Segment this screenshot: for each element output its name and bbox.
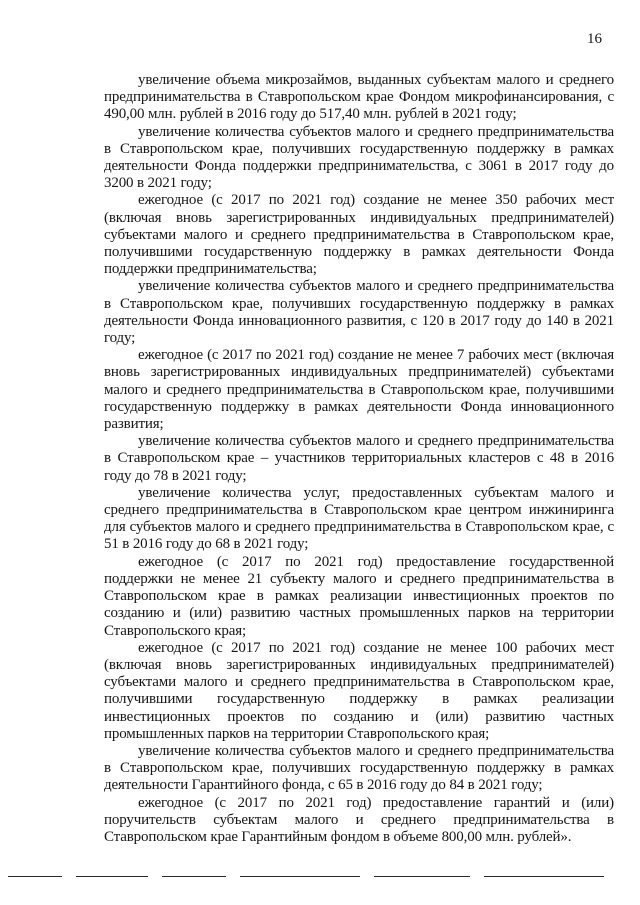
paragraph-innovation-fund-subjects: увеличение количества субъектов малого и среднего предпринимательства в Ставропольском крае, получивших государственную поддержку в рамках деятельности Фонда инновационного развития, с 120 в 2017 году до 140 в 2021 году;: [104, 278, 614, 347]
paragraph-industrial-parks-support: ежегодное (с 2017 по 2021 год) предоставление государственной поддержки не менее 21 субъекту малого и среднего предпринимательства в Ставропольском крае в рамках реализации инвестиционных проектов по созданию и (или) развитию частных промышленных парков на территории Ставропольского края;: [104, 553, 614, 639]
bottom-rule-segment: [8, 876, 62, 877]
paragraph-engineering-services: увеличение количества услуг, предоставленных субъектам малого и среднего предпринимательства в Ставропольском крае центром инжиниринга для субъектов малого и среднего предпринимательства в Ставропольском крае, с 51 в 2016 году до 68 в 2021 году;: [104, 484, 614, 553]
paragraph-microloans: увеличение объема микрозаймов, выданных субъектам малого и среднего предпринимательства в Ставропольском крае Фондом микрофинансирования, с 490,00 млн. рублей в 2016 году до 517,40 млн. рублей в 2021 году;: [104, 72, 614, 123]
bottom-rule-segment: [240, 876, 360, 877]
scan-bottom-edge: [0, 876, 640, 879]
bottom-rule-segment: [76, 876, 148, 877]
bottom-rule-segment: [484, 876, 604, 877]
document-body: [104, 72, 614, 846]
page-number: 16: [587, 31, 602, 47]
paragraph-support-fund-subjects: увеличение количества субъектов малого и среднего предпринимательства в Ставропольском крае, получивших государственную поддержку в рамках деятельности Фонда поддержки предпринимательства, с 3061 в 2017 году до 3200 в 2021 году;: [104, 123, 614, 192]
bottom-rule-segment: [374, 876, 470, 877]
paragraph-cluster-participants: увеличение количества субъектов малого и среднего предпринимательства в Ставропольском крае – участников территориальных кластеров с 48 в 2016 году до 78 в 2021 году;: [104, 433, 614, 484]
paragraph-support-fund-jobs: ежегодное (с 2017 по 2021 год) создание не менее 350 рабочих мест (включая вновь зарегистрированных индивидуальных предпринимателей) субъектами малого и среднего предпринимательства в Ставропольском крае, получившими государственную поддержку в рамках деятельности Фонда поддержки предпринимательства;: [104, 192, 614, 278]
bottom-rule-segment: [162, 876, 226, 877]
paragraph-industrial-parks-jobs: ежегодное (с 2017 по 2021 год) создание не менее 100 рабочих мест (включая вновь зарегистрированных индивидуальных предпринимателей) субъектами малого и среднего предпринимательства в Ставропольском крае, получившими государственную поддержку в рамках реализации инвестиционных проектов по созданию и (или) развитию частных промышленных парков на территории Ставропольского края;: [104, 639, 614, 742]
paragraph-guarantee-fund-subjects: увеличение количества субъектов малого и среднего предпринимательства в Ставропольском крае, получивших государственную поддержку в рамках деятельности Гарантийного фонда, с 65 в 2016 году до 84 в 2021 году;: [104, 742, 614, 794]
paragraph-guarantee-fund-volume: ежегодное (с 2017 по 2021 год) предоставление гарантий и (или) поручительств субъектам малого и среднего предпринимательства в Ставропольском крае Гарантийным фондом в объеме 800,00 млн. рублей».: [104, 794, 614, 845]
paragraph-innovation-fund-jobs: ежегодное (с 2017 по 2021 год) создание не менее 7 рабочих мест (включая вновь зарегистрированных индивидуальных предпринимателей) субъектами малого и среднего предпринимательства в Ставропольском крае, получившими государственную поддержку в рамках деятельности Фонда инновационного развития;: [104, 347, 614, 433]
